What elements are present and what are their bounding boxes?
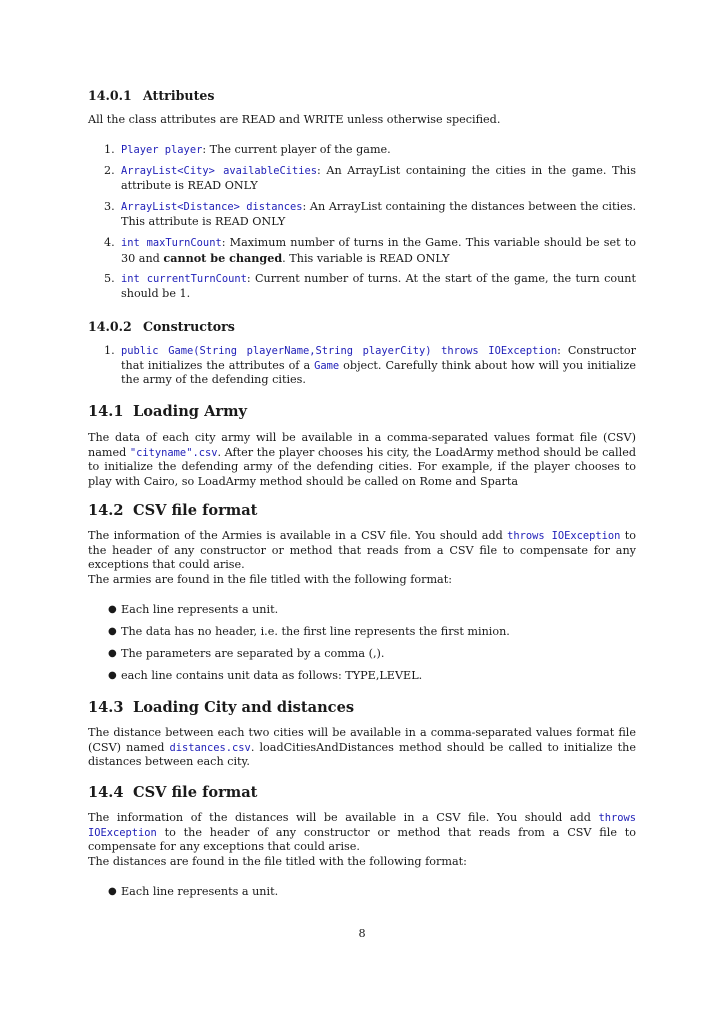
loading-city-paragraph: The distance between each two cities will be available in a comma-separated values format file (CSV) named distances.csv. loadCitiesAndDistances method should be called to initialize the distances between each city.	[88, 726, 636, 769]
bullet-icon: ●	[108, 670, 117, 681]
code-game-constructor: public Game(String playerName,String playerCity) throws IOException	[121, 345, 558, 357]
section-title: Loading City and distances	[133, 699, 355, 716]
heading-loading-city-distances	[88, 701, 354, 716]
attributes-intro: All the class attributes are READ and WRITE unless otherwise specified.	[88, 113, 501, 126]
code-distances-csv: distances.csv	[169, 741, 251, 754]
section-number: 14.0.1	[88, 88, 132, 103]
loading-army-paragraph: The data of each city army will be available in a comma-separated values format file (CSV) named "cityname".csv. After the player chooses his city, the LoadArmy method should be called to initialize the defending army of the defending cities. For example, if the player chooses to play with Cairo, so LoadArmy method should be called on Rome and Sparta	[88, 431, 636, 488]
list-item: 3. ArrayList<Distance> distances: An ArrayList containing the distances between the cities. This attribute is READ ONLY	[104, 200, 636, 228]
code-player: Player player	[121, 144, 203, 156]
heading-loading-army	[88, 405, 247, 420]
csv-format-subparagraph-2: The distances are found in the file titled with the following format:	[88, 855, 467, 868]
section-title: CSV file format	[133, 502, 258, 519]
section-number: 14.4	[88, 784, 124, 801]
list-item: 4. int maxTurnCount: Maximum number of turns in the Game. This variable should be set to 30 and cannot be changed. This variable is READ ONLY	[104, 236, 636, 265]
heading-attributes	[88, 89, 215, 104]
bold-emphasis: cannot be changed	[163, 250, 283, 265]
list-item: 1. public Game(String playerName,String playerCity) throws IOException: Constructor that initializes the attributes of a Game object. Carefully think about how will you initialize the army of the defending cities.	[104, 344, 636, 387]
section-number: 14.1	[88, 403, 124, 420]
csv-format-paragraph: The information of the Armies is available in a CSV file. You should add throws IOException to the header of any constructor or method that reads from a CSV file to compensate for any exceptions that could arise.	[88, 529, 636, 572]
csv-format-paragraph-2: The information of the distances will be available in a CSV file. You should add throws IOException to the header of any constructor or method that reads from a CSV file to compensate for any exceptions that could arise.	[88, 811, 636, 854]
bullet-icon: ●	[108, 886, 117, 897]
list-item: ● The data has no header, i.e. the first line represents the first minion.	[108, 625, 510, 638]
heading-csv-file-format-2	[88, 786, 257, 801]
code-throws-ioexception: throws IOException	[507, 530, 621, 542]
csv-format-subparagraph: The armies are found in the file titled with the following format:	[88, 573, 452, 586]
code-current-turn-count: int currentTurnCount	[121, 273, 247, 285]
code-game: Game	[314, 359, 340, 372]
section-title: Constructors	[143, 319, 235, 334]
code-max-turn-count: int maxTurnCount	[121, 237, 222, 249]
section-title: CSV file format	[133, 784, 258, 801]
section-number: 14.3	[88, 699, 124, 716]
code-available-cities: ArrayList<City> availableCities	[121, 165, 317, 177]
heading-constructors	[88, 320, 235, 335]
list-item: 1. Player player: The current player of the game.	[104, 143, 391, 156]
code-cityname-csv: "cityname".csv	[129, 446, 218, 459]
section-number: 14.0.2	[88, 319, 132, 334]
list-item: ● Each line represents a unit.	[108, 603, 279, 616]
list-item: 2. ArrayList<City> availableCities: An ArrayList containing the cities in the game. This attribute is READ ONLY	[104, 164, 636, 192]
section-title: Loading Army	[133, 403, 248, 420]
list-item: ● each line contains unit data as follows: TYPE,LEVEL.	[108, 669, 423, 682]
heading-csv-file-format	[88, 504, 257, 519]
bullet-icon: ●	[108, 604, 117, 615]
list-item: 5. int currentTurnCount: Current number of turns. At the start of the game, the turn count should be 1.	[104, 272, 636, 300]
code-throws-ioexception: throws IOException	[88, 812, 636, 839]
bullet-icon: ●	[108, 626, 117, 637]
page-number: 8	[358, 927, 366, 940]
code-distances: ArrayList<Distance> distances	[121, 201, 303, 213]
list-item: ● The parameters are separated by a comma (,).	[108, 647, 385, 660]
section-number: 14.2	[88, 502, 124, 519]
section-title: Attributes	[143, 88, 215, 103]
list-item: ● Each line represents a unit.	[108, 885, 279, 898]
bullet-icon: ●	[108, 648, 117, 659]
